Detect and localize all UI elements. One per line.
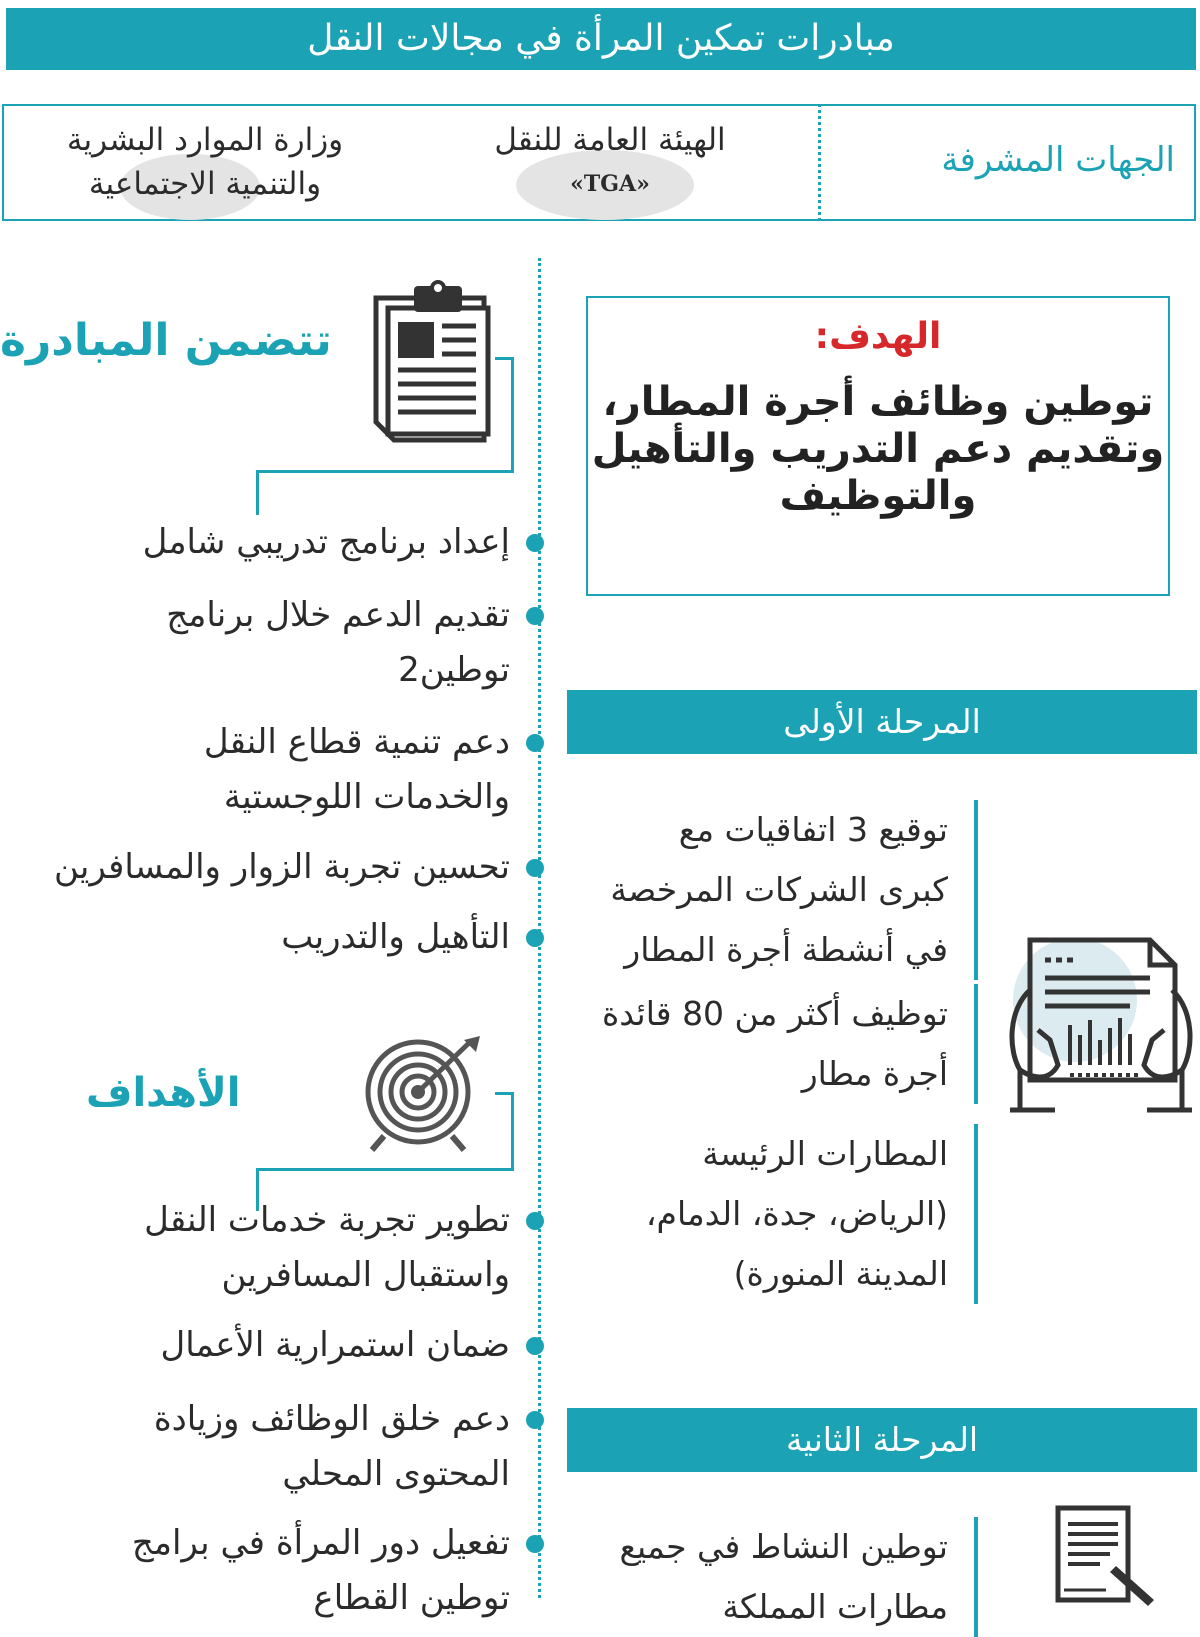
phase2-item <box>619 1517 978 1637</box>
phase1-item-line: توظيف أكثر من 80 قائدة <box>601 994 948 1033</box>
org-tga <box>440 118 780 206</box>
org-hrsd-line1: وزارة الموارد البشرية <box>66 122 344 158</box>
bullet-dot <box>526 859 544 877</box>
goal-text <box>588 379 1168 520</box>
phase1-item-line: المطارات الرئيسة <box>702 1134 948 1173</box>
objectives-item <box>144 1193 510 1303</box>
item-line: تفعيل دور المرأة في برامج <box>131 1523 510 1563</box>
goal-line: توطين وظائف أجرة المطار، <box>602 379 1154 425</box>
page-title: مبادرات تمكين المرأة في مجالات النقل <box>6 8 1196 70</box>
target-icon <box>360 1036 488 1152</box>
objectives-title: الأهداف <box>86 1070 241 1116</box>
signed-document-icon <box>1050 1502 1160 1612</box>
item-line: دعم تنمية قطاع النقل <box>203 722 510 762</box>
document-hands-icon <box>1000 930 1200 1130</box>
bullet-dot <box>526 1411 544 1429</box>
includes-item <box>166 588 510 698</box>
item-line: توطين2 <box>398 650 510 690</box>
item-line: توطين القطاع <box>313 1578 510 1618</box>
item-line: واستقبال المسافرين <box>221 1255 510 1295</box>
phase1-item <box>602 984 978 1104</box>
org-tga-name: الهيئة العامة للنقل <box>494 122 726 158</box>
phase1-item-line: أجرة مطار <box>801 1054 948 1093</box>
phase2-item-line: توطين النشاط في جميع <box>619 1527 948 1566</box>
objectives-item <box>132 1516 510 1626</box>
phase1-item-line: كبرى الشركات المرخصة <box>610 870 948 909</box>
item-line: التأهيل والتدريب <box>281 917 510 957</box>
org-tga-abbr: «TGA» <box>570 171 650 197</box>
goal-line: والتوظيف <box>779 473 977 519</box>
phase1-item-line: المدينة المنورة) <box>733 1254 948 1293</box>
bullet-dot <box>526 1337 544 1355</box>
item-line: تحسين تجربة الزوار والمسافرين <box>54 847 510 887</box>
bullet-dot <box>526 929 544 947</box>
phase1-item-line: في أنشطة أجرة المطار <box>624 930 948 969</box>
objectives-item <box>154 1392 510 1502</box>
includes-item <box>281 910 510 965</box>
includes-item <box>204 715 510 825</box>
phase2-item-line: مطارات المملكة <box>722 1587 948 1626</box>
bullet-dot <box>526 734 544 752</box>
bullet-dot <box>526 534 544 552</box>
goal-line: وتقديم دعم التدريب والتأهيل <box>591 426 1165 472</box>
item-line: تطوير تجربة خدمات النقل <box>144 1200 510 1240</box>
item-line: والخدمات اللوجستية <box>223 777 510 817</box>
org-hrsd-line2: والتنمية الاجتماعية <box>88 166 322 202</box>
connector-line <box>256 470 514 515</box>
phase1-item <box>610 800 978 980</box>
goal-title: الهدف: <box>814 316 942 357</box>
connector-line <box>495 1092 514 1171</box>
includes-title: تتضمن المبادرة <box>0 315 332 366</box>
item-line: تقديم الدعم خلال برنامج <box>166 595 510 635</box>
partners-divider <box>818 104 821 221</box>
item-line: دعم خلق الوظائف وزيادة <box>153 1399 510 1439</box>
phase1-item <box>646 1124 978 1304</box>
column-divider <box>538 258 541 1598</box>
phase1-header: المرحلة الأولى <box>567 690 1197 754</box>
objectives-item <box>161 1318 510 1373</box>
connector-line <box>495 357 514 473</box>
phase1-item-line: توقيع 3 اتفاقيات مع <box>678 810 948 849</box>
bullet-dot <box>526 607 544 625</box>
item-line: المحتوى المحلي <box>282 1454 510 1494</box>
includes-item <box>54 840 510 895</box>
bullet-dot <box>526 1212 544 1230</box>
phase1-item-line: (الرياض، جدة، الدمام، <box>645 1194 948 1233</box>
org-hrsd <box>30 118 380 206</box>
item-line: إعداد برنامج تدريبي شامل <box>142 522 510 562</box>
item-line: ضمان استمرارية الأعمال <box>160 1325 510 1365</box>
includes-item <box>143 515 510 570</box>
partners-label: الجهات المشرفة <box>941 140 1175 180</box>
goal-box <box>586 296 1170 596</box>
bullet-dot <box>526 1535 544 1553</box>
phase2-header: المرحلة الثانية <box>567 1408 1197 1472</box>
